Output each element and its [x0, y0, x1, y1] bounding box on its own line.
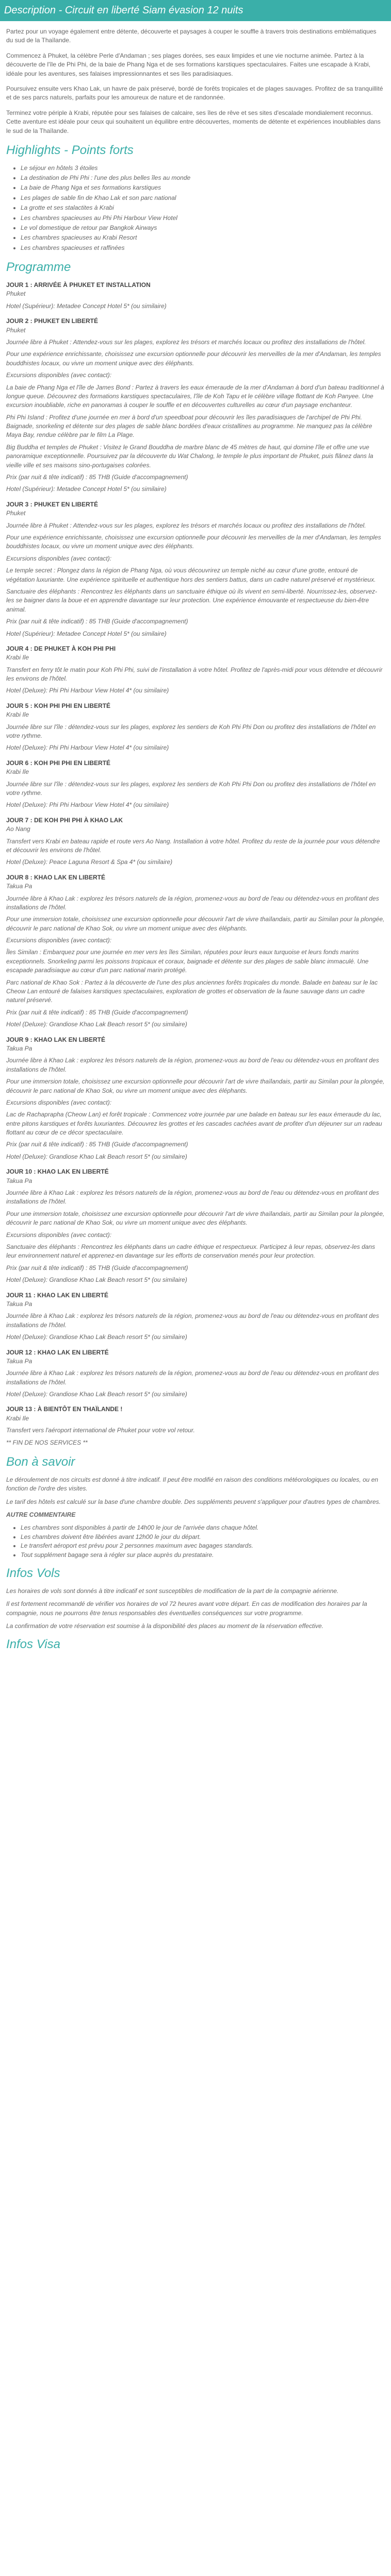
day-hotel: Hotel (Deluxe): Phi Phi Harbour View Hotel 4* (ou similaire) — [6, 801, 169, 809]
day-description — [6, 1312, 385, 1330]
highlight-item: • Le séjour en hôtels 3 étoiles — [21, 164, 385, 173]
highlights-list — [6, 164, 385, 253]
day-paragraph: ** FIN DE NOS SERVICES ** — [6, 1438, 88, 1446]
highlight-item: • Les plages de sable fin de Khao Lak et son parc national — [21, 194, 385, 202]
note-item: • Tout supplément bagage sera à régler sur place auprès du prestataire. — [21, 1551, 385, 1560]
infos-vols-paragraph: La confirmation de votre réservation est soumise à la disponibilité des places au moment de la réservation effective. — [6, 1622, 323, 1630]
infos-vols-paragraph: Les horaires de vols sont donnés à titre indicatif et sont susceptibles de modification de la part de la compagnie aérienne. — [6, 1587, 339, 1595]
day-city: Ao Nang — [6, 825, 30, 833]
day-paragraph: Transfert en ferry tôt le matin pour Koh Phi Phi, suivi de l'installation à votre hôtel. Profitez de l'après-midi pour vous détendre et découvrir les environs de l'hôtel. — [6, 666, 383, 683]
highlights-heading: Highlights - Points forts — [6, 143, 134, 157]
day-description — [6, 666, 385, 684]
day-description — [6, 1189, 385, 1273]
day-paragraph: Pour une expérience enrichissante, choisissez une excursion optionnelle pour découvrir les merveilles de la mer d'Andaman, les temples bouddhistes locaux, ou vivre un moment unique avec des éléphants. — [6, 534, 381, 550]
day-block — [6, 1036, 385, 1162]
day-paragraph: Pour une expérience enrichissante, choisissez une excursion optionnelle pour découvrir les merveilles de la mer d'Andaman, les temples bouddhistes locaux, ou vivre un moment unique avec des éléphants. — [6, 350, 381, 367]
day-hotel: Hotel (Deluxe): Grandiose Khao Lak Beach resort 5* (ou similaire) — [6, 1153, 187, 1160]
intro-paragraph: Terminez votre périple à Krabi, réputée pour ses falaises de calcaire, ses îles de rêve et ses sites d'escalade mondialement reconnus. Cette aventure est idéale pour ceux qui souhaitent un équilibre entre découvertes, moments de détente et expériences inoubliables dans le sud de la Thaïlande. — [6, 109, 381, 134]
infos-vols-section — [0, 1587, 391, 1631]
day-paragraph: Excursions disponibles (avec contact): — [6, 937, 112, 944]
day-hotel: Hotel (Deluxe): Grandiose Khao Lak Beach resort 5* (ou similaire) — [6, 1021, 187, 1028]
day-city: Phuket — [6, 510, 26, 517]
day-city: Krabi Ile — [6, 654, 29, 662]
day-title: JOUR 8 : KHAO LAK EN LIBERTÉ — [6, 873, 106, 881]
day-title: JOUR 7 : DE KOH PHI PHI À KHAO LAK — [6, 816, 123, 824]
day-hotel: Hotel (Deluxe): Phi Phi Harbour View Hotel 4* (ou similaire) — [6, 744, 169, 752]
day-hotel: Hotel (Deluxe): Phi Phi Harbour View Hotel 4* (ou similaire) — [6, 687, 169, 694]
day-paragraph: Sanctuaire des éléphants : Rencontrez les éléphants dans un cadre éthique et respectueux. Participez à leur repas, observez-les dans leur environnement naturel et apprenez-en davantage sur les efforts de conservation menés pour leur protection. — [6, 1243, 376, 1260]
day-description — [6, 837, 385, 855]
day-paragraph: Prix (par nuit & tête indicatif) : 85 THB (Guide d'accompagnement) — [6, 1141, 188, 1148]
day-paragraph: Pour une immersion totale, choisissez une excursion optionnelle pour découvrir l'art de vivre thaïlandais, partir au Similan pour la plongée, découvrir le parc national de Khao Sok, ou vivre un moment unique avec des éléphants. — [6, 1210, 385, 1227]
day-block — [6, 873, 385, 1029]
day-hotel: Hotel (Supérieur): Metadee Concept Hotel 5* (ou similaire) — [6, 630, 167, 637]
day-hotel: Hotel (Deluxe): Peace Laguna Resort & Spa 4* (ou similaire) — [6, 858, 173, 866]
day-paragraph: Transfert vers Krabi en bateau rapide et route vers Ao Nang. Installation à votre hôtel. Profitez du reste de la journée pour vous détendre et découvrir les environs de l'hôtel. — [6, 837, 380, 854]
day-title: JOUR 2 : PHUKET EN LIBERTÉ — [6, 317, 99, 325]
day-block — [6, 816, 385, 867]
day-hotel: Hotel (Deluxe): Grandiose Khao Lak Beach resort 5* (ou similaire) — [6, 1333, 187, 1341]
day-paragraph: Pour une immersion totale, choisissez une excursion optionnelle pour découvrir l'art de vivre thaïlandais, partir au Similan pour la plongée, découvrir le parc national de Khao Sok, ou vivre un moment unique avec des éléphants. — [6, 916, 385, 932]
day-paragraph: Journée libre à Khao Lak : explorez les trésors naturels de la région, promenez-vous au bord de l'eau ou détendez-vous en profitant des installations de l'hôtel. — [6, 1312, 379, 1329]
day-paragraph: Excursions disponibles (avec contact): — [6, 1098, 112, 1106]
infos-visa-heading: Infos Visa — [6, 1637, 60, 1652]
highlight-item: • La grotte et ses stalactites à Krabi — [21, 204, 385, 212]
day-paragraph: Le temple secret : Plongez dans la région de Phang Nga, où vous découvrirez un temple niché au cœur d'une grotte, entouré de végétation luxuriante. Une expérience spirituelle et authentique hors des sentiers battus, dans un cadre naturel préservé et mystérieux. — [6, 567, 376, 583]
day-city: Phuket — [6, 326, 26, 334]
day-paragraph: Journée libre sur l'île : détendez-vous sur les plages, explorez les sentiers de Koh Phi Phi Don ou profitez des installations de l'hôtel en votre rythme. — [6, 780, 376, 796]
day-paragraph: Pour une immersion totale, choisissez une excursion optionnelle pour découvrir l'art de vivre thaïlandais, partir au Similan pour la plongée, découvrir le parc national de Khao Sok, ou vivre un moment unique avec des éléphants. — [6, 1078, 385, 1094]
day-paragraph: Journée libre à Khao Lak : explorez les trésors naturels de la région, promenez-vous au bord de l'eau ou détendez-vous en profitant des installations de l'hôtel. — [6, 1057, 379, 1073]
day-description — [6, 338, 385, 482]
day-paragraph: Parc national de Khao Sok : Partez à la découverte de l'une des plus anciennes forêts tropicales du monde. Balade en bateau sur le lac Cheow Lan entouré de falaises karstiques spectaculaires, exploration de grottes et observation de la faune sauvage dans un cadre naturel préservé. — [6, 978, 378, 1004]
intro-paragraph: Commencez à Phuket, la célèbre Perle d'Andaman ; ses plages dorées, ses eaux limpides et une vie nocturne animée. Partez à la découverte de l'île de Phi Phi, de la baie de Phang Nga et de ses formations karstiques spectaculaires. Faites une escapade à Krabi, idéale pour les aventures, ses falaises impressionnantes et ses îles paradisiaques. — [6, 52, 371, 77]
intro-paragraph: Partez pour un voyage également entre détente, découverte et paysages à couper le souffle à travers trois destinations emblématiques du sud de la Thaïlande. — [6, 28, 377, 44]
day-city: Takua Pa — [6, 883, 32, 890]
day-paragraph: Prix (par nuit & tête indicatif) : 85 THB (Guide d'accompagnement) — [6, 618, 188, 625]
day-block — [6, 759, 385, 810]
day-city: Takua Pa — [6, 1177, 32, 1184]
infos-vols-paragraph: Il est fortement recommandé de vérifier vos horaires de vol 72 heures avant votre départ. En cas de modification des horaires par la compagnie, nous ne pourrons être tenus responsables des éventuelles conséquences sur votre programme. — [6, 1600, 367, 1617]
day-paragraph: Journée libre à Khao Lak : explorez les trésors naturels de la région, promenez-vous au bord de l'eau ou détendez-vous en profitant des installations de l'hôtel. — [6, 1369, 379, 1386]
day-paragraph: Journée libre à Khao Lak : explorez les trésors naturels de la région, promenez-vous au bord de l'eau ou détendez-vous en profitant des installations de l'hôtel. — [6, 1189, 379, 1206]
day-paragraph: Journée libre à Phuket : Attendez-vous sur les plages, explorez les trésors et marchés locaux ou profitez des installations de l'hôtel. — [6, 521, 366, 529]
day-description — [6, 1056, 385, 1149]
day-title: JOUR 1 : ARRIVÉE À PHUKET ET INSTALLATION — [6, 281, 151, 289]
day-block — [6, 1291, 385, 1342]
day-paragraph: Excursions disponibles (avec contact): — [6, 554, 112, 562]
day-paragraph: Excursions disponibles (avec contact): — [6, 1231, 112, 1239]
programme-days — [0, 281, 391, 1447]
highlight-item: • Les chambres spacieuses au Phi Phi Harbour View Hotel — [21, 214, 385, 223]
day-paragraph: Excursions disponibles (avec contact): — [6, 371, 112, 379]
day-title: JOUR 13 : À BIENTÔT EN THAÏLANDE ! — [6, 1405, 123, 1413]
intro-section — [0, 27, 391, 135]
day-paragraph: Prix (par nuit & tête indicatif) : 85 THB (Guide d'accompagnement) — [6, 1264, 188, 1272]
day-title: JOUR 3 : PHUKET EN LIBERTÉ — [6, 500, 99, 508]
day-block — [6, 645, 385, 696]
note-item: • Les chambres doivent être libérées avant 12h00 le jour du départ. — [21, 1533, 385, 1541]
infos-vols-heading: Infos Vols — [6, 1566, 60, 1580]
day-hotel: Hotel (Supérieur): Metadee Concept Hotel 5* (ou similaire) — [6, 485, 167, 493]
notes-title: AUTRE COMMENTAIRE — [6, 1511, 76, 1518]
day-paragraph: Îles Similan : Embarquez pour une journée en mer vers les îles Similan, réputées pour leurs eaux turquoise et leurs fonds marins exceptionnels. Snorkeling parmi les poissons tropicaux et coraux, baignade et détente sur des plages de sable blanc immaculé. Une escapade paradisiaque au cœur d'un parc national marin protégé. — [6, 948, 369, 974]
day-hotel: Hotel (Deluxe): Grandiose Khao Lak Beach resort 5* (ou similaire) — [6, 1276, 187, 1284]
day-title: JOUR 11 : KHAO LAK EN LIBERTÉ — [6, 1291, 109, 1299]
day-paragraph: Phi Phi Island : Profitez d'une journée en mer à bord d'un speedboat pour découvrir les îles paradisiaques de l'archipel de Phi Phi. Baignade, snorkeling et détente sur des plages de sable blanc bordées d'eaux cristallines au programme. Ne manquez pas la célèbre Maya Bay, rendue célèbre par le film La Plage. — [6, 413, 372, 439]
day-paragraph: La baie de Phang Nga et l'île de James Bond : Partez à travers les eaux émeraude de la mer d'Andaman à bord d'un bateau traditionnel à longue queue. Découvrez des formations karstiques spectaculaires, l'île de Koh Tapu et le célèbre village flottant de Koh Panyee. Une excursion inoubliable, riche en panoramas à couper le souffle et en découvertes culturelles au cœur d'un paysage enchanteur. — [6, 383, 384, 409]
day-city: Takua Pa — [6, 1300, 32, 1308]
day-description — [6, 780, 385, 798]
day-block — [6, 317, 385, 494]
day-paragraph: Journée libre à Khao Lak : explorez les trésors naturels de la région, promenez-vous au bord de l'eau ou détendez-vous en profitant des installations de l'hôtel. — [6, 894, 379, 911]
bon-savoir-paragraph: Le déroulement de nos circuits est donné à titre indicatif. Il peut être modifié en raison des conditions météorologiques ou locales, ou en fonction de l'ordre des visites. — [6, 1476, 379, 1493]
day-hotel: Hotel (Deluxe): Grandiose Khao Lak Beach resort 5* (ou similaire) — [6, 1391, 187, 1398]
day-block — [6, 281, 385, 311]
day-hotel: Hotel (Supérieur): Metadee Concept Hotel 5* (ou similaire) — [6, 302, 167, 310]
bon-savoir-paragraph: Le tarif des hôtels est calculé sur la base d'une chambre double. Des suppléments peuvent s'appliquer pour d'autres types de chambres. — [6, 1498, 381, 1505]
day-paragraph: Lac de Rachaprapha (Cheow Lan) et forêt tropicale : Commencez votre journée par une balade en bateau sur les eaux émeraude du lac, entre pitons karstiques et forêts luxuriantes. Découvrez les grottes et les cascades cachées avant de profiter d'un déjeuner sur un radeau flottant au cœur de ce décor spectaculaire. — [6, 1111, 382, 1137]
day-description — [6, 521, 385, 626]
day-description — [6, 723, 385, 741]
day-paragraph: Sanctuaire des éléphants : Rencontrez les éléphants dans un sanctuaire éthique où ils vivent en semi-liberté. Nourrissez-les, observez-les se baigner dans la boue et en apprendre davantage sur leur protection. Une expérience émouvante et respectueuse du bien-être animal. — [6, 587, 378, 613]
day-city: Krabi Ile — [6, 768, 29, 776]
notes-list — [6, 1523, 385, 1560]
day-title: JOUR 6 : KOH PHI PHI EN LIBERTÉ — [6, 759, 111, 767]
day-title: JOUR 9 : KHAO LAK EN LIBERTÉ — [6, 1036, 106, 1043]
day-description — [6, 1369, 385, 1387]
day-paragraph: Transfert vers l'aéroport international de Phuket pour votre vol retour. — [6, 1427, 195, 1434]
day-title: JOUR 4 : DE PHUKET À KOH PHI PHI — [6, 645, 116, 652]
programme-heading: Programme — [6, 260, 71, 275]
day-paragraph: Big Buddha et temples de Phuket : Visitez le Grand Bouddha de marbre blanc de 45 mètres de haut, qui domine l'île et offre une vue panoramique exceptionnelle. Poursuivez par la découverte du Wat Chalong, le temple le plus important de Phuket, puis flânez dans la vieille ville et ses maisons sino-portugaises colorées. — [6, 443, 373, 469]
day-city: Krabi Ile — [6, 1414, 29, 1422]
note-item: • Les chambres sont disponibles à partir de 14h00 le jour de l'arrivée dans chaque hôtel. — [21, 1523, 385, 1532]
bon-savoir-section — [0, 1476, 391, 1560]
highlight-item: • Le vol domestique de retour par Bangkok Airways — [21, 224, 385, 232]
day-block — [6, 1348, 385, 1399]
day-paragraph: Journée libre à Phuket : Attendez-vous sur les plages, explorez les trésors et marchés locaux ou profitez des installations de l'hôtel. — [6, 338, 366, 346]
highlight-item: • Les chambres spacieuses et raffinées — [21, 244, 385, 252]
day-block — [6, 702, 385, 753]
page-banner: Description - Circuit en liberté Siam évasion 12 nuits — [0, 0, 391, 21]
day-title: JOUR 5 : KOH PHI PHI EN LIBERTÉ — [6, 702, 111, 709]
day-block — [6, 1405, 385, 1447]
day-city: Krabi Ile — [6, 711, 29, 719]
highlight-item: • Les chambres spacieuses au Krabi Resort — [21, 233, 385, 242]
highlight-item: • La baie de Phang Nga et ses formations karstiques — [21, 183, 385, 192]
day-description — [6, 894, 385, 1018]
day-block — [6, 1167, 385, 1284]
day-description — [6, 1426, 385, 1447]
day-paragraph: Prix (par nuit & tête indicatif) : 85 THB (Guide d'accompagnement) — [6, 473, 188, 481]
day-block — [6, 500, 385, 638]
highlight-item: • La destination de Phi Phi : l'une des plus belles îles au monde — [21, 174, 385, 182]
bon-savoir-heading: Bon à savoir — [6, 1455, 75, 1469]
day-paragraph: Prix (par nuit & tête indicatif) : 85 THB (Guide d'accompagnement) — [6, 1008, 188, 1016]
day-city: Phuket — [6, 290, 26, 298]
intro-paragraph: Poursuivez ensuite vers Khao Lak, un havre de paix préservé, bordé de forêts tropicales et de plages sauvages. Profitez de sa tranquillité et de ses parcs naturels, parfaits pour les amoureux de nature et de randonnée. — [6, 84, 383, 101]
day-city: Takua Pa — [6, 1357, 32, 1365]
note-item: • Le transfert aéroport est prévu pour 2 personnes maximum avec bagages standards. — [21, 1541, 385, 1550]
day-city: Takua Pa — [6, 1044, 32, 1052]
day-paragraph: Journée libre sur l'île : détendez-vous sur les plages, explorez les sentiers de Koh Phi Phi Don ou profitez des installations de l'hôtel en votre rythme. — [6, 723, 376, 740]
day-title: JOUR 10 : KHAO LAK EN LIBERTÉ — [6, 1168, 109, 1176]
day-title: JOUR 12 : KHAO LAK EN LIBERTÉ — [6, 1348, 109, 1356]
